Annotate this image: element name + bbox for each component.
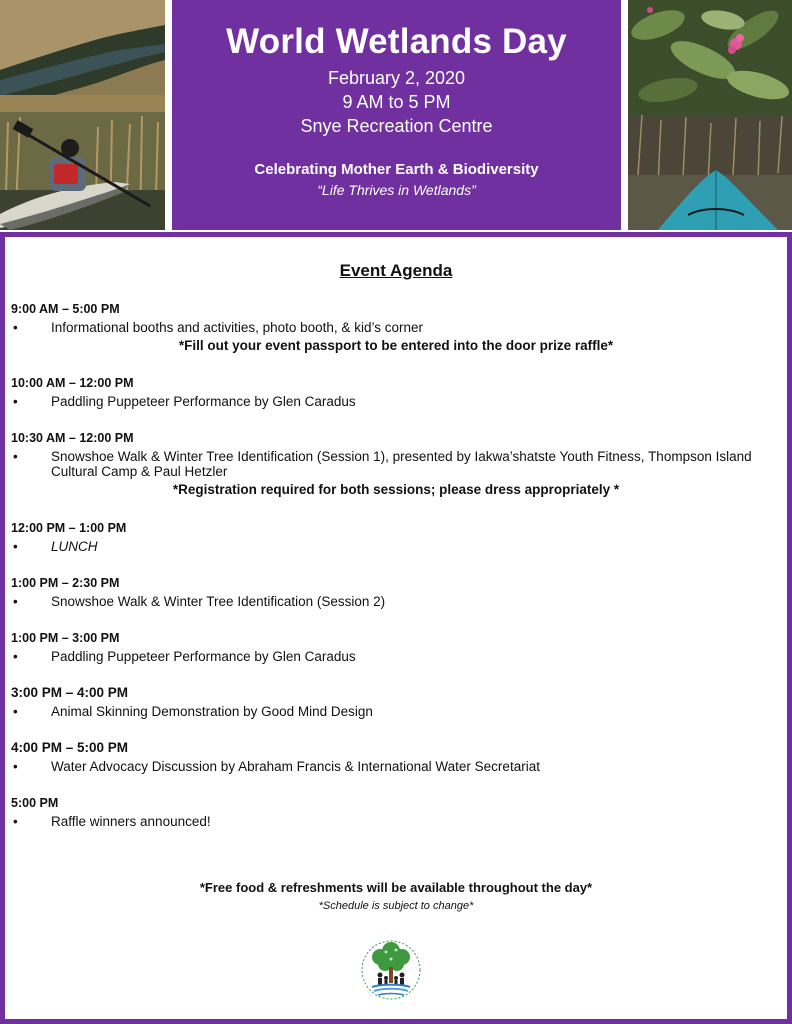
event-tagline: Celebrating Mother Earth & Biodiversity: [254, 161, 539, 178]
slot-item: [11, 759, 781, 774]
slot-time: 12:00 PM – 1:00 PM: [11, 521, 127, 535]
slot-description: Water Advocacy Discussion by Abraham Francis & International Water Secretariat: [51, 759, 540, 774]
bullet: •: [13, 704, 18, 719]
slot-item: [11, 704, 781, 719]
agenda-slot: [11, 300, 781, 355]
slot-time: 4:00 PM – 5:00 PM: [11, 740, 129, 755]
event-title: World Wetlands Day: [226, 22, 567, 61]
kayaker-photo: [0, 112, 165, 230]
bullet: •: [13, 814, 18, 829]
event-quote: “Life Thrives in Wetlands”: [317, 182, 476, 198]
tree-family-logo-icon: [360, 937, 422, 1003]
bullet: •: [13, 594, 18, 609]
bullet: •: [13, 649, 18, 664]
slot-description: Paddling Puppeteer Performance by Glen Caradus: [51, 394, 356, 409]
slot-time: 3:00 PM – 4:00 PM: [11, 685, 129, 700]
refreshments-note: *Free food & refreshments will be available throughout the day*: [199, 880, 593, 895]
slot-time: 10:30 AM – 12:00 PM: [11, 431, 134, 445]
bullet: •: [13, 449, 18, 464]
slot-description: LUNCH: [51, 539, 98, 554]
flower-photo: [628, 0, 792, 115]
agenda-slot: [11, 739, 781, 774]
bullet: •: [13, 394, 18, 409]
slot-description: Snowshoe Walk & Winter Tree Identification (Session 1), presented by Iakwa’shatste Youth Fitness, Thompson Island Cultural Camp & Paul Hetzler: [51, 449, 752, 479]
event-venue: Snye Recreation Centre: [300, 116, 493, 136]
slot-time: 1:00 PM – 3:00 PM: [11, 631, 120, 645]
bullet: •: [13, 320, 18, 335]
agenda-slot: [11, 574, 781, 609]
agenda-slot: [11, 684, 781, 719]
header: [0, 0, 792, 230]
slot-description: Raffle winners announced!: [51, 814, 211, 829]
slot-description: Informational booths and activities, photo booth, & kid’s corner: [51, 320, 423, 335]
agenda-slot: [11, 429, 781, 499]
agenda-slot: [11, 374, 781, 409]
event-date: February 2, 2020: [327, 68, 466, 88]
slot-item: [11, 649, 781, 664]
slot-item: [11, 449, 781, 479]
slot-time: 9:00 AM – 5:00 PM: [11, 302, 120, 316]
bullet: •: [13, 539, 18, 554]
title-banner: [172, 0, 621, 230]
agenda-slot: [11, 794, 781, 829]
event-hours: 9 AM to 5 PM: [342, 92, 451, 112]
slot-note: *Fill out your event passport to be entered into the door prize raffle*: [178, 338, 614, 353]
agenda-list: [11, 300, 781, 849]
agenda-frame: [0, 232, 792, 1024]
slot-description: Animal Skinning Demonstration by Good Mind Design: [51, 704, 373, 719]
agenda-heading: Event Agenda: [339, 261, 453, 280]
slot-note: *Registration required for both sessions; please dress appropriately *: [172, 482, 620, 497]
slot-item: [11, 320, 781, 335]
slot-time: 5:00 PM: [11, 796, 59, 810]
slot-item: [11, 394, 781, 409]
slot-time: 10:00 AM – 12:00 PM: [11, 376, 134, 390]
slot-item: [11, 539, 781, 554]
marsh-photo: [0, 0, 165, 112]
agenda-slot: [11, 629, 781, 664]
slot-description: Paddling Puppeteer Performance by Glen Caradus: [51, 649, 356, 664]
schedule-disclaimer: *Schedule is subject to change*: [318, 900, 474, 912]
slot-time: 1:00 PM – 2:30 PM: [11, 576, 120, 590]
slot-item: [11, 814, 781, 829]
agenda-slot: [11, 519, 781, 554]
slot-item: [11, 594, 781, 609]
slot-description: Snowshoe Walk & Winter Tree Identification (Session 2): [51, 594, 386, 609]
kayak-bow-photo: [628, 115, 792, 230]
bullet: •: [13, 759, 18, 774]
